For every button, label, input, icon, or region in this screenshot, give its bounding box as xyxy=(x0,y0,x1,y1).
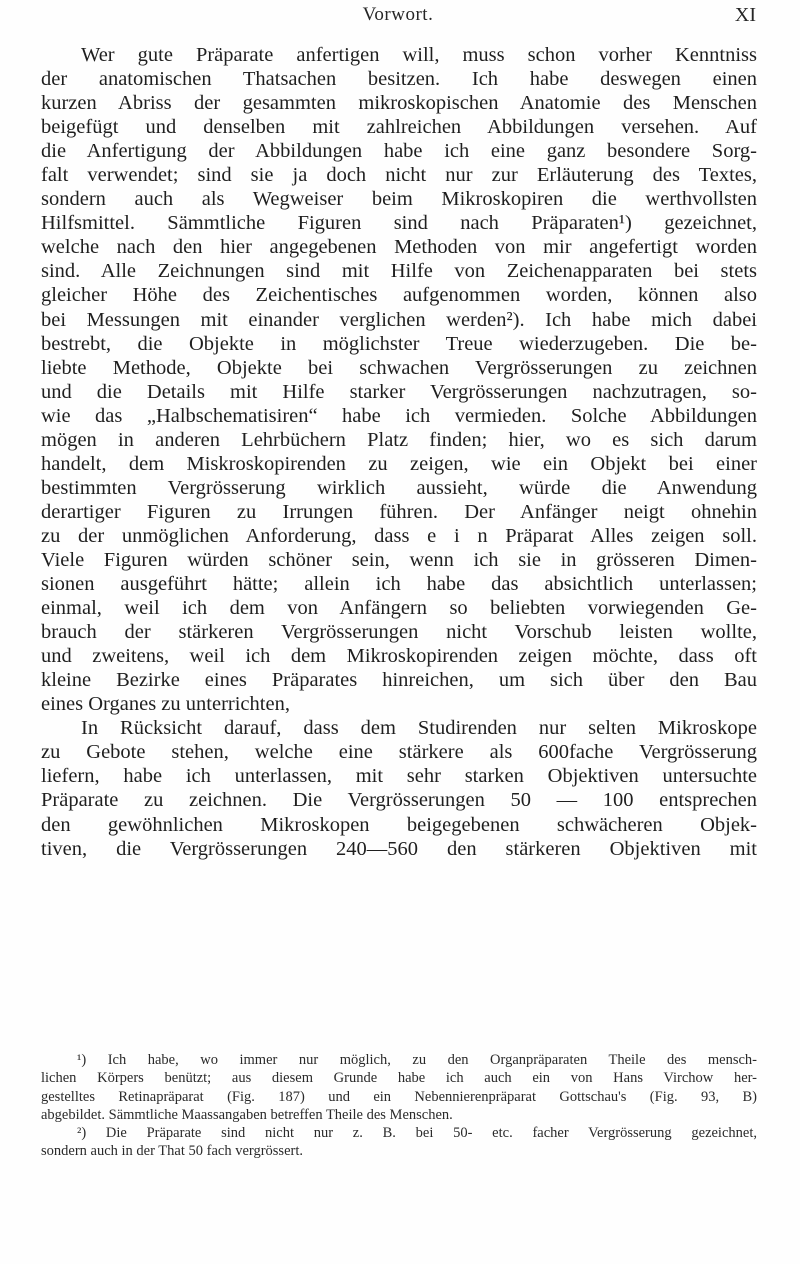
main-text xyxy=(41,43,757,861)
footnote-line: ²) Die Präparate sind nicht nur z. B. bei 50- etc. facher Vergrösserung gezeichnet, xyxy=(77,1125,757,1142)
footnotes xyxy=(41,1051,757,1161)
text-line: sind. Alle Zeichnungen sind mit Hilfe von Zeichenapparaten bei stets xyxy=(41,260,757,283)
text-line: In Rücksicht darauf, dass dem Studirenden nur selten Mikroskope xyxy=(81,717,757,740)
text-line: sionen ausgeführt hätte; allein ich habe das absichtlich unterlassen; xyxy=(41,573,757,596)
text-line: Viele Figuren würden schöner sein, wenn ich sie in grösseren Dimen- xyxy=(41,548,757,571)
text-line: liefern, habe ich unterlassen, mit sehr starken Objektiven untersuchte xyxy=(41,765,757,788)
text-line: welche nach den hier angegebenen Methoden von mir angefertigt worden xyxy=(41,236,757,259)
text-line: falt verwendet; sind sie ja doch nicht nur zur Erläuterung des Textes, xyxy=(41,164,757,187)
text-line: bei Messungen mit einander verglichen werden²). Ich habe mich dabei xyxy=(41,308,757,331)
text-line: sondern auch als Wegweiser beim Mikroskopiren die werthvollsten xyxy=(41,188,757,211)
text-line: Wer gute Präparate anfertigen will, muss schon vorher Kenntniss xyxy=(81,44,757,66)
text-line: der anatomischen Thatsachen besitzen. Ich habe deswegen einen xyxy=(41,68,757,91)
paragraph-1 xyxy=(41,43,757,716)
text-line: wie das „Halbschematisiren“ habe ich vermieden. Solche Abbildungen xyxy=(41,404,757,427)
footnote-1 xyxy=(41,1051,757,1124)
running-head xyxy=(40,4,756,34)
running-title: Vorwort. xyxy=(362,4,434,25)
footnote-line: gestelltes Retinapräparat (Fig. 187) und ein Nebennierenpräparat Gottschau's (Fig. 93, B) xyxy=(41,1088,757,1105)
text-line: tiven, die Vergrösserungen 240—560 den stärkeren Objektiven mit xyxy=(41,837,757,860)
footnote-line: abgebildet. Sämmtliche Maassangaben betreffen Theile des Menschen. xyxy=(41,1106,453,1123)
text-line: derartiger Figuren zu Irrungen führen. Der Anfänger neigt ohnehin xyxy=(41,500,757,523)
text-line: zu Gebote stehen, welche eine stärkere als 600fache Vergrösserung xyxy=(41,741,757,764)
text-line: bestimmten Vergrösserung wirklich aussieht, würde die Anwendung xyxy=(41,476,757,499)
text-line: bestrebt, die Objekte in möglichster Treue wiederzugeben. Die be- xyxy=(41,332,757,355)
text-line: liebte Methode, Objekte bei schwachen Vergrösserungen zu zeichnen xyxy=(41,356,757,379)
footnote-line: sondern auch in der That 50 fach vergrössert. xyxy=(41,1143,303,1160)
page-number: XI xyxy=(734,4,756,26)
text-line: und zweitens, weil ich dem Mikroskopirenden zeigen möchte, dass oft xyxy=(41,645,757,668)
text-line: und die Details mit Hilfe starker Vergrösserungen nachzutragen, so- xyxy=(41,380,757,403)
text-line: kleine Bezirke eines Präparates hinreichen, um sich über den Bau xyxy=(41,669,757,692)
footnote-line: ¹) Ich habe, wo immer nur möglich, zu den Organpräparaten Theile des mensch- xyxy=(77,1052,757,1068)
text-line: einmal, weil ich dem von Anfängern so beliebten vorwiegenden Ge- xyxy=(41,597,757,620)
text-line: brauch der stärkeren Vergrösserungen nicht Vorschub leisten wollte, xyxy=(41,621,757,644)
text-line: Hilfsmittel. Sämmtliche Figuren sind nach Präparaten¹) gezeichnet, xyxy=(41,212,757,235)
text-line: eines Organes zu unterrichten, xyxy=(41,693,290,716)
text-line: zu der unmöglichen Anforderung, dass e i n Präparat Alles zeigen soll. xyxy=(41,524,757,547)
footnote-line: lichen Körpers benützt; aus diesem Grunde habe ich auch ein von Hans Virchow her- xyxy=(41,1070,757,1087)
text-line: kurzen Abriss der gesammten mikroskopischen Anatomie des Menschen xyxy=(41,92,757,115)
text-line: handelt, dem Miskroskopirenden zu zeigen, wie ein Objekt bei einer xyxy=(41,452,757,475)
text-line: die Anfertigung der Abbildungen habe ich eine ganz besondere Sorg- xyxy=(41,140,757,163)
text-line: mögen in anderen Lehrbüchern Platz finden; hier, wo es sich darum xyxy=(41,428,757,451)
text-line: beigefügt und denselben mit zahlreichen Abbildungen versehen. Auf xyxy=(41,116,757,139)
text-line: Präparate zu zeichnen. Die Vergrösserungen 50 — 100 entsprechen xyxy=(41,789,757,812)
text-line: gleicher Höhe des Zeichentisches aufgenommen worden, können also xyxy=(41,284,757,307)
footnote-2 xyxy=(41,1124,757,1161)
paragraph-2 xyxy=(41,716,757,860)
text-line: den gewöhnlichen Mikroskopen beigegebenen schwächeren Objek- xyxy=(41,813,757,836)
